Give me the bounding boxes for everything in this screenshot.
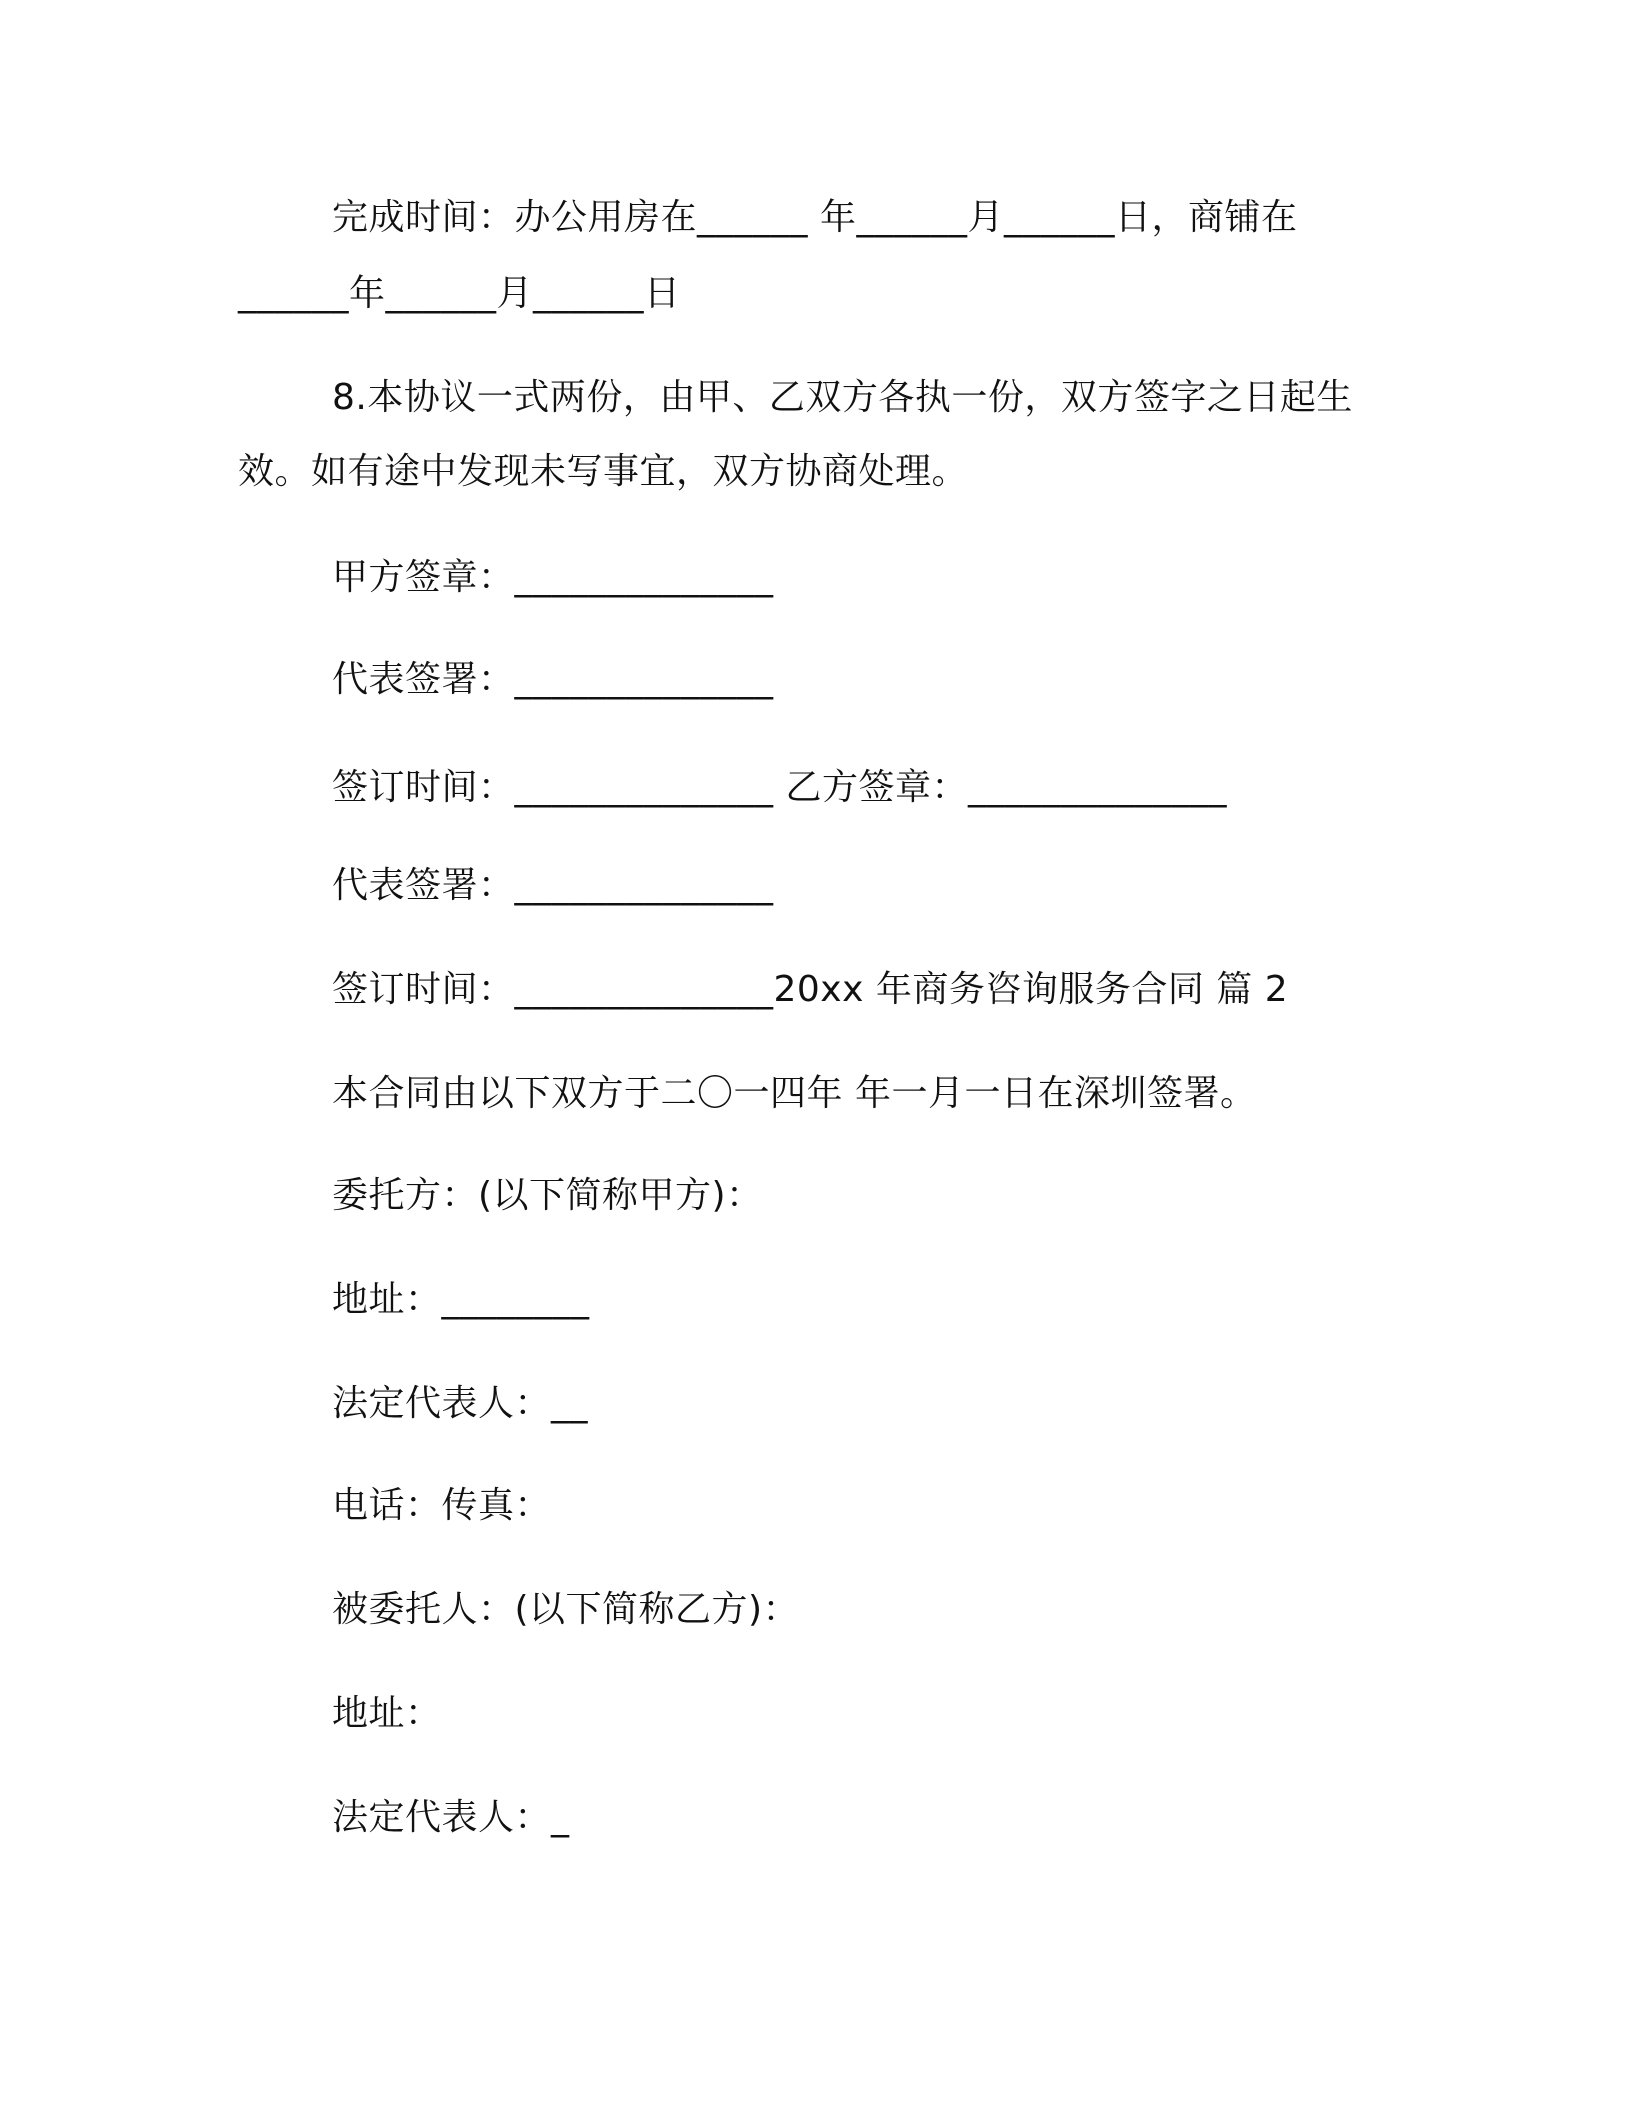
- clause-8-line-2: 效。如有途中发现未写事宜，双方协商处理。: [238, 451, 969, 492]
- representative-signature-line: 代表签署：______________: [332, 659, 774, 700]
- signing-time-contract-title-line: 签订时间：______________20xx 年商务咨询服务合同 篇 2: [332, 969, 1289, 1010]
- agent-party-line: 被委托人：(以下简称乙方)：: [332, 1589, 800, 1630]
- clause-8-line-1: 8.本协议一式两份，由甲、乙双方各执一份，双方签字之日起生: [332, 377, 1353, 418]
- client-address-line: 地址：________: [332, 1279, 590, 1320]
- completion-time-line: 完成时间：办公用房在______ 年______月______日，商铺在: [332, 197, 1298, 238]
- agent-address-line: 地址：: [332, 1693, 442, 1734]
- representative-signature-line-2: 代表签署：______________: [332, 865, 774, 906]
- party-a-seal-line: 甲方签章：______________: [332, 557, 774, 598]
- contract-intro-line: 本合同由以下双方于二〇一四年 年一月一日在深圳签署。: [332, 1073, 1257, 1114]
- client-legal-rep-line: 法定代表人：__: [332, 1383, 589, 1424]
- client-phone-fax-line: 电话：传真：: [332, 1485, 552, 1526]
- client-party-line: 委托方：(以下简称甲方)：: [332, 1175, 763, 1216]
- signing-time-party-b-seal-line: 签订时间：______________ 乙方签章：______________: [332, 767, 1227, 808]
- agent-legal-rep-line: 法定代表人：_: [332, 1797, 570, 1838]
- completion-time-continued: ______年______月______日: [238, 273, 681, 314]
